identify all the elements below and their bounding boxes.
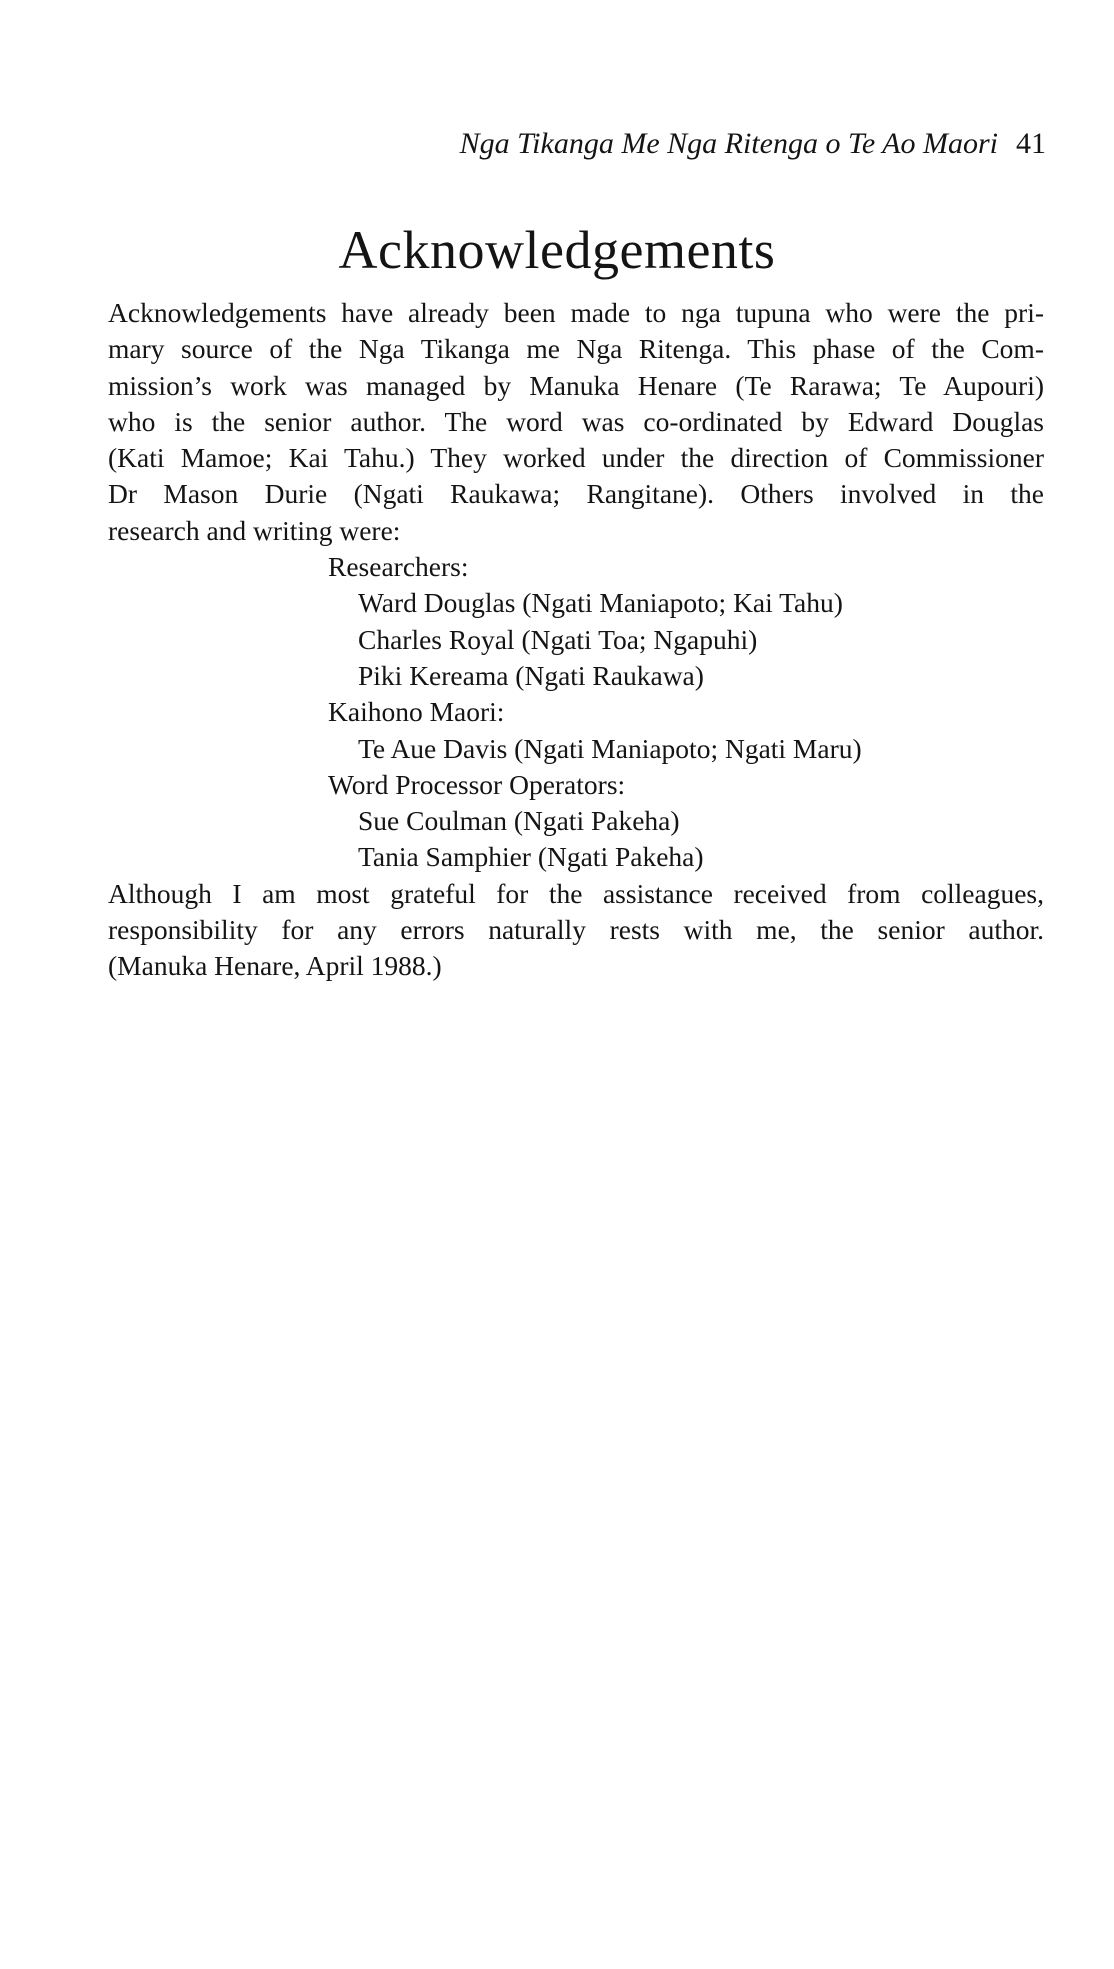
- paragraph-line: mary source of the Nga Tikanga me Nga Ritenga. This phase of the Com-: [108, 333, 1044, 365]
- contributor-entry: Sue Coulman (Ngati Pakeha): [358, 805, 680, 837]
- body-text: [108, 295, 1044, 985]
- contributor-list: [328, 549, 1044, 876]
- contributor-entry: Piki Kereama (Ngati Raukawa): [358, 659, 704, 691]
- paragraph-line: research and writing were:: [108, 514, 401, 546]
- contributor-entry: Charles Royal (Ngati Toa; Ngapuhi): [358, 623, 758, 655]
- closing-line: (Manuka Henare, April 1988.): [108, 950, 442, 982]
- running-head: [460, 126, 1046, 162]
- contributor-entry: Tania Samphier (Ngati Pakeha): [358, 841, 704, 873]
- page-number: 41: [1016, 127, 1046, 160]
- running-head-title: Nga Tikanga Me Nga Ritenga o Te Ao Maori: [459, 127, 998, 160]
- paragraph-line: Acknowledgements have already been made to nga tupuna who were the pri-: [108, 297, 1044, 328]
- paragraph-line: who is the senior author. The word was co-ordinated by Edward Douglas: [108, 405, 1044, 437]
- group-label-researchers: Researchers:: [328, 551, 469, 583]
- paragraph-line: (Kati Mamoe; Kai Tahu.) They worked under the direction of Commissioner: [108, 442, 1044, 474]
- closing-line: Although I am most grateful for the assistance received from colleagues,: [108, 877, 1044, 909]
- closing-line: responsibility for any errors naturally rests with me, the senior author.: [108, 914, 1044, 946]
- contributor-entry: Te Aue Davis (Ngati Maniapoto; Ngati Maru): [358, 732, 862, 764]
- contributor-entry: Ward Douglas (Ngati Maniapoto; Kai Tahu): [358, 587, 843, 619]
- group-label-word-processor-operators: Word Processor Operators:: [328, 768, 626, 800]
- section-heading: Acknowledgements: [338, 220, 776, 280]
- paragraph-line: Dr Mason Durie (Ngati Raukawa; Rangitane). Others involved in the: [108, 478, 1044, 510]
- paragraph-line: mission’s work was managed by Manuka Henare (Te Rarawa; Te Aupouri): [108, 369, 1044, 401]
- group-label-kaihono-maori: Kaihono Maori:: [328, 696, 505, 728]
